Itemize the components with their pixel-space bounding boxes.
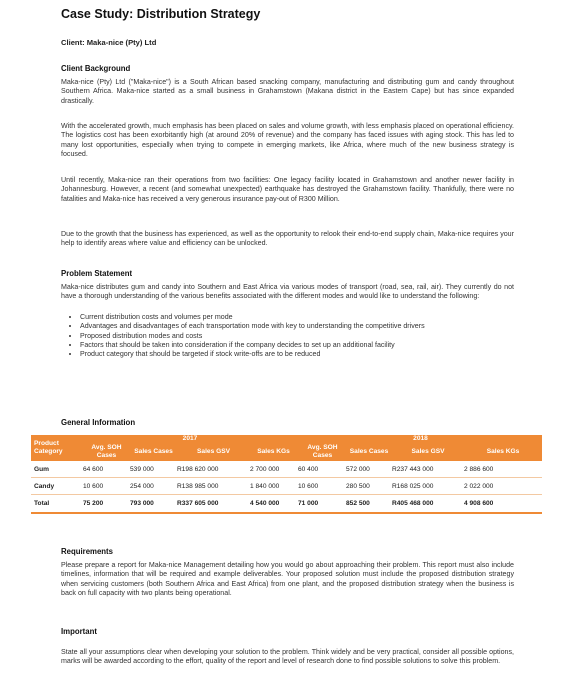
header-sales-cases-2018: Sales Cases — [346, 443, 392, 461]
cell: 793 000 — [130, 495, 177, 514]
header-avg-soh-2018: Avg. SOH Cases — [298, 443, 346, 461]
table-row-total — [31, 495, 542, 514]
header-sales-gsv-2017: Sales GSV — [177, 443, 250, 461]
problem-bullet: • Advantages and disadvantages of each transportation mode with key to understanding the competitive drivers — [80, 322, 515, 331]
header-avg-soh-2017: Avg. SOH Cases — [83, 443, 130, 461]
cell: 254 000 — [130, 478, 177, 495]
background-paragraph-3: Until recently, Maka-nice ran their operations from two facilities: One legacy facility located in Grahamstown and another newer facility in Johannesburg. However, a recent (and somewhat unexpected) earthquake has destroyed the Grahamstown facility. Thankfully, there were no fatalities and Maka-nice has received a very generous insurance pay-out of R300 Million. — [61, 176, 514, 203]
cell: 71 000 — [298, 495, 346, 514]
cell: 10 600 — [83, 478, 130, 495]
cell: R198 620 000 — [177, 461, 250, 478]
problem-bullet: • Factors that should be taken into consideration if the company decides to set up an additional facility — [80, 341, 515, 350]
cell: 64 600 — [83, 461, 130, 478]
cell-category: Candy — [31, 478, 83, 495]
problem-bullet: • Proposed distribution modes and costs — [80, 332, 515, 341]
cell: 852 500 — [346, 495, 392, 514]
cell: 60 400 — [298, 461, 346, 478]
cell: 572 000 — [346, 461, 392, 478]
problem-intro: Maka-nice distributes gum and candy into Southern and East Africa via various modes of transport (road, sea, rail, air). They currently do not have a thorough understanding of the various benefits associated with the different modes and would like to understand the following: — [61, 283, 514, 301]
problem-bullet-list — [66, 313, 515, 359]
cell: R237 443 000 — [392, 461, 464, 478]
cell: 75 200 — [83, 495, 130, 514]
client-name: Client: Maka-nice (Pty) Ltd — [61, 38, 157, 47]
section-heading-important: Important — [61, 627, 97, 636]
cell: R337 605 000 — [177, 495, 250, 514]
section-heading-general: General Information — [61, 418, 136, 427]
header-sales-cases-2017: Sales Cases — [130, 443, 177, 461]
problem-bullet: • Current distribution costs and volumes per mode — [80, 313, 515, 322]
header-sales-kgs-2018: Sales KGs — [464, 443, 542, 461]
background-paragraph-4: Due to the growth that the business has experienced, as well as the opportunity to relook their end-to-end supply chain, Maka-nice requires your help to identify areas where value and efficiency can be unlocked. — [61, 230, 514, 248]
cell: 10 600 — [298, 478, 346, 495]
important-paragraph: State all your assumptions clear when developing your solution to the problem. Think widely and be very practical, consider all possible options, marks will be awarded according to the effort, quality of the report and level of research done to find possible solutions to solve this problem. — [61, 648, 514, 666]
cell-category: Total — [31, 495, 83, 514]
cell: 280 500 — [346, 478, 392, 495]
cell: 2 700 000 — [250, 461, 298, 478]
cell: R405 468 000 — [392, 495, 464, 514]
cell: 2 886 600 — [464, 461, 542, 478]
general-info-table — [31, 435, 542, 514]
cell: R138 985 000 — [177, 478, 250, 495]
cell: 1 840 000 — [250, 478, 298, 495]
requirements-paragraph: Please prepare a report for Maka-nice Management detailing how you would go about approaching their problem. This report must also include timelines, information that will be required and example deliverables. Your proposed solution must include the proposed distribution strategy when servicing customers (both Southern Africa and East Africa) from one plant, and the proposed distribution strategy when the business is back on full capacity with two plants being operational. — [61, 561, 514, 597]
table-row — [31, 478, 542, 495]
cell-category: Gum — [31, 461, 83, 478]
header-sales-gsv-2018: Sales GSV — [392, 443, 464, 461]
page-title: Case Study: Distribution Strategy — [61, 7, 261, 21]
section-heading-background: Client Background — [61, 64, 131, 73]
background-paragraph-2: With the accelerated growth, much emphasis has been placed on sales and volume growth, with less emphasis placed on operational efficiency. The logistics cost has been exorbitantly high (at around 20% of revenue) and the company has faced issues with aging stock. This has led to many lost opportunities, especially when trying to compete in emerging markets, like Africa, where much of the new business strategy is focused. — [61, 122, 514, 158]
background-paragraph-1: Maka-nice (Pty) Ltd ("Maka-nice") is a South African based snacking company, manufacturing and distributing gum and candy throughout Southern Africa. Maka-nice started as a small business in Grahamstown (Makana district in the Eastern Cape) but has since expanded drastically. — [61, 78, 514, 105]
cell: 539 000 — [130, 461, 177, 478]
cell: R168 025 000 — [392, 478, 464, 495]
section-heading-requirements: Requirements — [61, 547, 113, 556]
section-heading-problem: Problem Statement — [61, 269, 133, 278]
cell: 2 022 000 — [464, 478, 542, 495]
year-2018-header: 2018 — [298, 435, 542, 443]
cell: 4 540 000 — [250, 495, 298, 514]
problem-bullet: • Product category that should be targeted if stock write-offs are to be reduced — [80, 350, 515, 359]
header-product-category: Product Category — [31, 435, 83, 461]
cell: 4 908 600 — [464, 495, 542, 514]
header-sales-kgs-2017: Sales KGs — [250, 443, 298, 461]
year-2017-header: 2017 — [83, 435, 298, 443]
table-row — [31, 461, 542, 478]
